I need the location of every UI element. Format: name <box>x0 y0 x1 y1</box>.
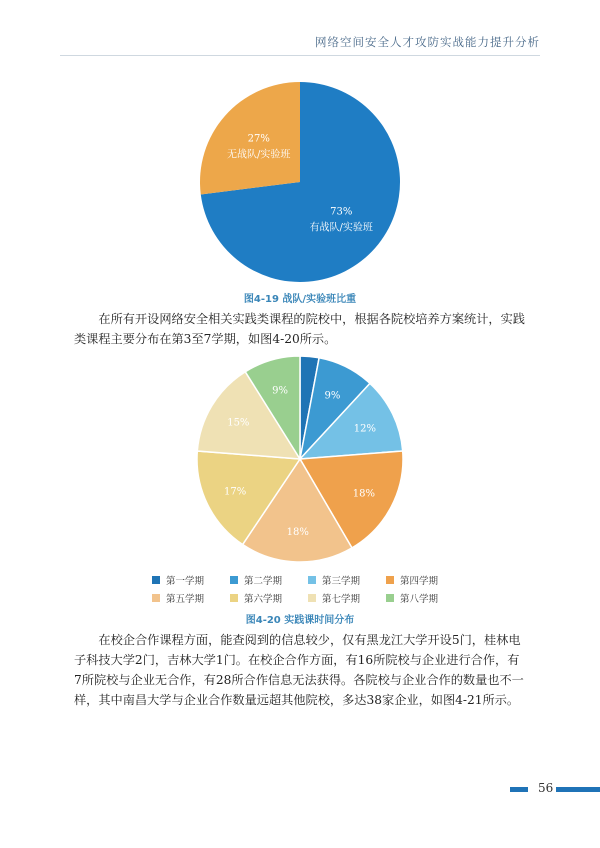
legend-label: 第六学期 <box>244 594 283 605</box>
legend-swatch <box>230 594 238 602</box>
legend-label: 第七学期 <box>322 594 361 605</box>
paragraph-text: 在所有开设网络安全相关实践类课程的院校中，根据各院校培养方案统计，实践类课程主要分布在第3至7学期，如图4-20所示。 <box>74 312 525 346</box>
running-header: 网络空间安全人才攻防实战能力提升分析 <box>315 35 540 49</box>
legend-swatch <box>386 576 394 584</box>
legend-swatch <box>230 576 238 584</box>
slice-percent-label: 17% <box>223 486 247 498</box>
slice-category-label: 无战队/实验班 <box>227 149 291 161</box>
slice-percent-label: 9% <box>324 390 341 402</box>
footer-bar-left <box>510 787 528 792</box>
slice-percent-label: 18% <box>286 527 309 539</box>
legend-label: 第一学期 <box>166 576 205 587</box>
legend-swatch <box>152 576 160 584</box>
slice-percent-label: 9% <box>272 385 289 397</box>
legend-item-1 <box>152 573 230 587</box>
slice-percent-label: 27% <box>247 133 270 145</box>
slice-percent-label: 15% <box>227 417 250 429</box>
legend-item-8 <box>386 591 464 605</box>
header-rule <box>60 55 540 56</box>
paragraph-cooperation <box>74 630 526 710</box>
legend-item-2 <box>230 573 308 587</box>
legend-label: 第三学期 <box>322 576 361 587</box>
chart-legend <box>152 573 462 605</box>
legend-swatch <box>308 576 316 584</box>
legend-label: 第五学期 <box>166 594 205 605</box>
slice-percent-label: 18% <box>352 488 375 500</box>
legend-swatch <box>152 594 160 602</box>
page-number: 56 <box>538 781 554 795</box>
legend-swatch <box>386 594 394 602</box>
slice-percent-label: 73% <box>330 206 353 218</box>
paragraph-text: 在校企合作课程方面，能查阅到的信息较少，仅有黑龙江大学开设5门，桂林电子科技大学2门，吉林大学1门。在校企合作方面，有16所院校与企业进行合作，有7所院校与企业无合作，有28所合作信息无法获得。各院校与企业合作的数量也不一样，其中南昌大学与企业合作数量远超其他院校，多达38家企业，如图4-21所示。 <box>74 633 524 707</box>
slice-category-label: 有战队/实验班 <box>309 222 373 234</box>
footer-bar-right <box>556 787 600 792</box>
legend-item-4 <box>386 573 464 587</box>
legend-item-3 <box>308 573 386 587</box>
legend-label: 第四学期 <box>400 576 439 587</box>
pie-chart-team-ratio <box>150 72 450 292</box>
legend-item-5 <box>152 591 230 605</box>
legend-item-7 <box>308 591 386 605</box>
slice-percent-label: 12% <box>353 423 377 435</box>
legend-swatch <box>308 594 316 602</box>
pie-chart-semester-distribution <box>180 354 420 564</box>
figure-caption-4-19: 图4-19 战队/实验班比重 <box>243 294 357 305</box>
legend-label: 第二学期 <box>244 576 283 587</box>
paragraph-intro <box>74 309 526 349</box>
legend-label: 第八学期 <box>400 594 439 605</box>
legend-item-6 <box>230 591 308 605</box>
figure-caption-4-20: 图4-20 实践课时间分布 <box>245 615 355 626</box>
